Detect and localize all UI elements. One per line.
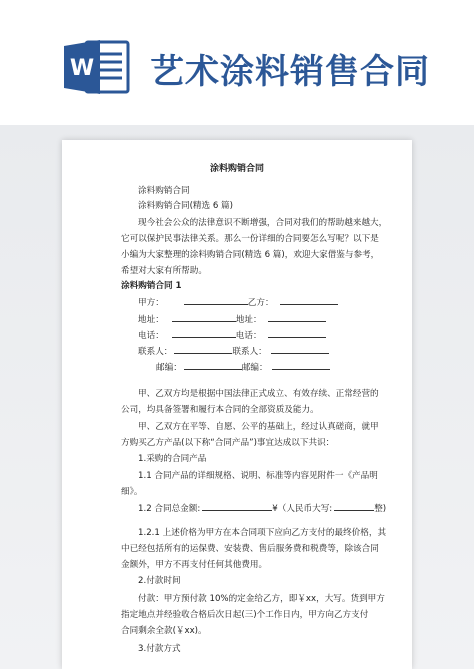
clause-line: 细》。 [121,487,143,497]
intro-line: 小编为大家整理的涂料购销合同(精选 6 篇)，欢迎大家借鉴与参考， [121,250,380,260]
address-field [138,312,326,328]
subtitle-line: 涂料购销合同 [138,186,190,196]
paragraph-line: 方购买乙方产品(以下称“合同产品”)事宜达成以下共识： [121,438,335,448]
blank-line [334,501,374,511]
blank-line [280,295,338,305]
clause-heading: 3.付款方式 [138,644,181,654]
clause-line: 金额外，甲方不再支付任何其他费用。 [121,560,268,570]
blank-line [184,295,248,305]
field-label: 联系人： [138,347,173,357]
blank-line [184,360,242,370]
banner [0,0,474,125]
clause-line: 1.1 合同产品的详细规格、说明、标准等内容见附件一《产品明 [138,471,378,481]
phone-field [138,328,326,344]
blank-line [268,312,326,322]
clause-line: 1.2.1 上述价格为甲方在本合同项下应向乙方支付的最终价格，其 [138,528,387,538]
document-title: 涂料购销合同 [209,164,264,174]
field-label: 甲方： [138,298,164,308]
field-label: 地址： [235,315,262,325]
clause-label: 整) [374,504,387,514]
party-a-field [138,295,338,311]
contact-field [138,344,329,360]
field-label: 电话： [235,331,262,341]
intro-line: 希望对大家有所帮助。 [121,266,207,276]
field-label: 邮编： [241,363,268,373]
blank-line [202,501,272,511]
blank-line [271,344,329,354]
banner-title: 艺术涂料销售合同 [150,52,430,92]
section-heading: 涂料购销合同 1 [121,281,182,291]
intro-line: 现今社会公众的法律意识不断增强，合同对我们的帮助越来越大， [138,218,388,228]
document-page [62,140,412,669]
clause-line: 付款：甲方预付款 10%的定金给乙方，即￥xx，大写。货到甲方 [138,594,385,604]
field-label: 邮编： [156,363,182,373]
clause-line: 中已经包括所有的运保费、安装费、售后服务费和税费等，除该合同 [121,544,379,554]
svg-text:W: W [69,56,95,81]
paragraph-line: 甲、乙双方均是根据中国法律正式成立、有效存续、正常经营的 [138,389,379,399]
intro-line: 它可以保护民事法律关系。那么一份详细的合同要怎么写呢？以下是 [121,234,379,244]
blank-line [174,344,232,354]
blank-line [268,328,326,338]
clause-line: 合同剩余全款(￥xx)。 [121,626,207,636]
paragraph-line: 甲、乙双方在平等、自愿、公平的基础上，经过认真磋商，就甲 [138,422,379,432]
clause-label: ¥（人民币大写: [272,504,333,514]
blank-line [172,312,236,322]
clause-label: 1.2 合同总金额: [138,504,201,514]
field-label: 乙方： [247,298,274,308]
field-label: 电话： [138,331,164,341]
field-label: 地址： [138,315,164,325]
clause-heading: 2.付款时间 [138,576,181,586]
word-document-icon [62,38,132,96]
postcode-field [156,360,330,376]
clause-line: 指定地点并经验收合格后次日起(三)个工作日内，甲方向乙方支付 [121,610,369,620]
total-amount-line [138,501,386,517]
clause-heading: 1.采购的合同产品 [138,454,207,464]
blank-line [272,360,330,370]
subtitle-line: 涂料购销合同(精选 6 篇) [138,201,233,211]
field-label: 联系人： [232,347,267,357]
blank-line [172,328,236,338]
paragraph-line: 公司，均具备签署和履行本合同的全部资质及能力。 [121,405,319,415]
